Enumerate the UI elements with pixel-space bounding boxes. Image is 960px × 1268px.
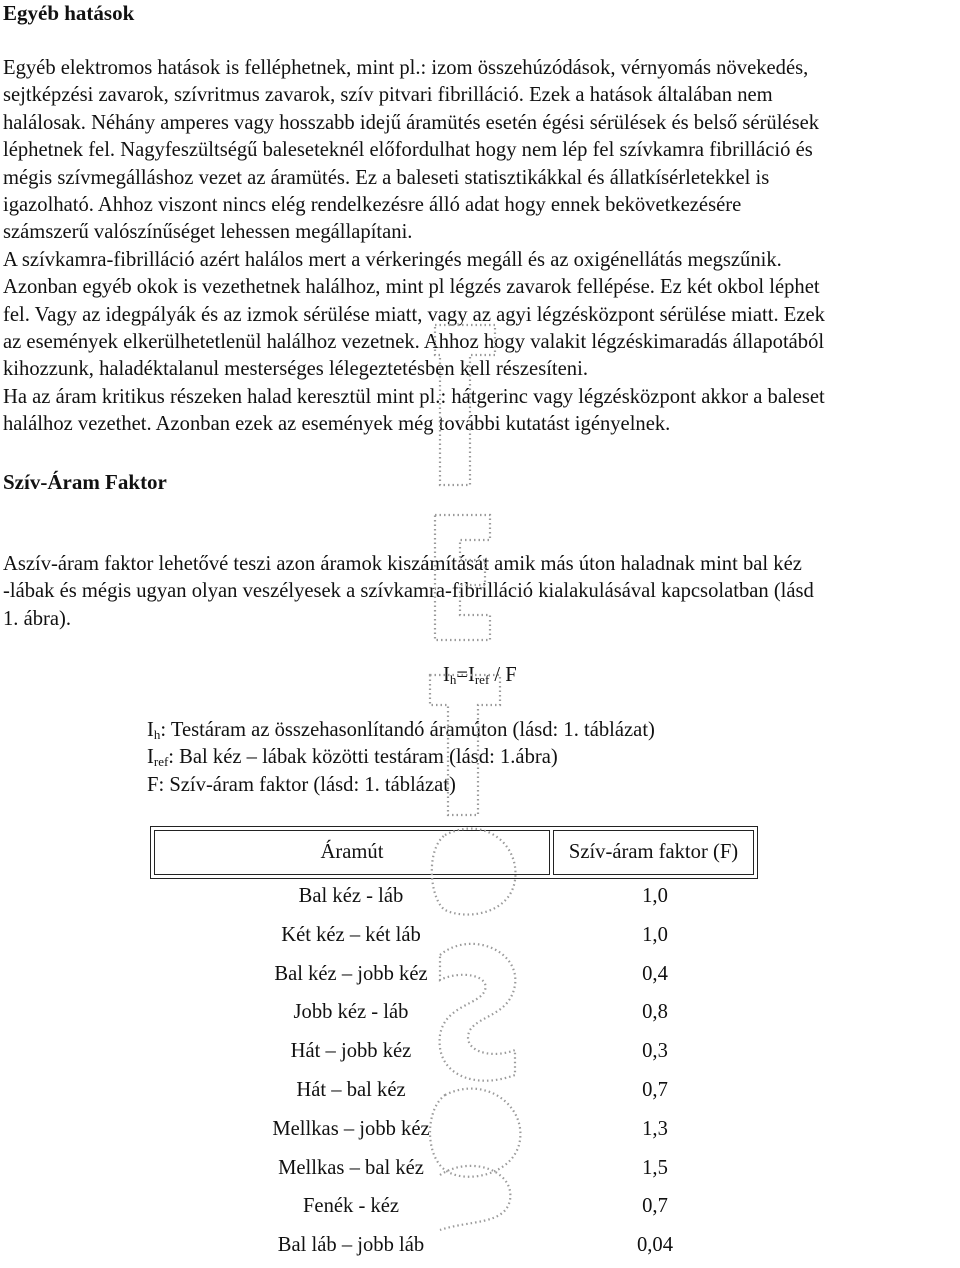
table-cell-factor: 0,7: [642, 1195, 668, 1218]
formula-eq: =I: [456, 664, 475, 686]
table-cell-path: Hát – jobb kéz: [290, 1040, 412, 1063]
formula-lhs-sub: h: [449, 672, 457, 687]
table-row: [150, 1113, 758, 1152]
definition-line: [147, 772, 655, 799]
table-cell-path: Fenék - kéz: [302, 1195, 400, 1218]
table-row: [150, 1190, 758, 1229]
table-row: [150, 1152, 758, 1191]
text-line: Aszív-áram faktor lehetővé teszi azon áramok kiszámítását amik más úton haladnak mint bal kéz: [3, 553, 802, 575]
text-line: halálhoz vezethet. Azonban ezek az események még további kutatást igényelnek.: [3, 413, 671, 436]
factor-table-body: [150, 880, 758, 1268]
table-cell-path: Mellkas – bal kéz: [278, 1156, 424, 1179]
table-cell-factor: 0,8: [642, 1001, 668, 1024]
text-line: számszerű valószínűséget lehessen megállapítani.: [3, 221, 413, 244]
text-line: kihozzunk, haladéktalanul mesterséges lélegeztetésben kell részesíteni.: [3, 358, 588, 381]
definition-subscript: h: [153, 727, 161, 742]
text-line: léphetnek fel. Nagyfeszültségű baleseteknél előfordulhat hogy nem lép fel szívkamra fibrilláció és: [3, 139, 813, 162]
text-line: fel. Vagy az idegpályák és az izmok sérülése miatt, vagy az agyi légzésközpont sérülése miatt. Ezek: [3, 303, 825, 326]
table-cell-path: Jobb kéz - láb: [293, 1001, 409, 1024]
definition-text: : Testáram az összehasonlítandó áramúton (lásd: 1. táblázat): [160, 719, 655, 741]
table-row: [150, 996, 758, 1035]
text-line: halálosak. Néhány amperes vagy hosszabb idejű áramütés esetén égési sérülések és belső sérülések: [3, 111, 820, 134]
table-cell-path: Bal kéz - láb: [298, 885, 404, 907]
table-cell-path: Hát – bal kéz: [296, 1078, 406, 1101]
table-header-faktor: Szív-áram faktor (F): [553, 830, 754, 875]
text-line: Azonban egyéb okok is vezethetnek halálhoz, mint pl légzés zavarok fellépése. Ez két okbol léphet: [3, 276, 820, 299]
section-heading-sziv-aram-faktor: Szív-Áram Faktor: [3, 470, 167, 494]
definition-symbol: I: [147, 719, 154, 741]
table-cell-path: Bal kéz – jobb kéz: [274, 962, 428, 985]
table-cell-factor: 0,3: [642, 1040, 668, 1063]
section-heading-egyeb-hatasok: Egyéb hatások: [3, 1, 135, 25]
text-line: Ha az áram kritikus részeken halad keresztül mint pl.: hátgerinc vagy légzésközpont akkor a baleset: [3, 385, 825, 408]
table-header-aramut: Áramút: [154, 830, 550, 875]
definition-symbol: F: [147, 773, 159, 796]
table-cell-path: Mellkas – jobb kéz: [272, 1117, 430, 1140]
table-row: [150, 1074, 758, 1113]
table-cell-factor: 0,4: [642, 962, 668, 985]
table-cell-factor: 1,0: [642, 923, 668, 946]
text-line: sejtképzési zavarok, szívritmus zavarok, szív pitvari fibrilláció. Ezek a hatások általában nem: [3, 84, 773, 107]
table-cell-path: Bal láb – jobb láb: [277, 1234, 425, 1257]
table-cell-factor: 1,3: [642, 1117, 668, 1140]
formula-rhs-sub: ref: [474, 672, 490, 687]
table-row: [150, 919, 758, 958]
definition-line: [147, 717, 655, 744]
table-cell-factor: 0,7: [642, 1078, 668, 1101]
section1-paragraph: [3, 55, 959, 439]
table-row: [150, 1229, 758, 1268]
formula: [443, 662, 517, 689]
section2-paragraph: [3, 551, 959, 633]
table-cell-path: Két kéz – két láb: [281, 923, 421, 946]
definition-text: : Szív-áram faktor (lásd: 1. táblázat): [158, 773, 456, 796]
text-line: A szívkamra-fibrilláció azért halálos mert a vérkeringés megáll és az oxigénellátás megszűnik.: [3, 248, 782, 271]
definition-text: : Bal kéz – lábak közötti testáram (lásd: 1.ábra): [168, 746, 558, 769]
text-line: az események elkerülhetetlenül halálhoz vezetnek. Ahhoz hogy valakit légzéskimaradás állapotából: [3, 331, 825, 354]
symbol-definitions: [147, 717, 655, 799]
table-row: [150, 1035, 758, 1074]
definition-subscript: ref: [153, 754, 169, 770]
text-line: igazolható. Ahhoz viszont nincs elég rendelkezésre álló adat hogy ennek bekövetkezésére: [3, 194, 742, 217]
text-line: Egyéb elektromos hatások is felléphetnek, mint pl.: izom összehúzódások, vérnyomás növekedés,: [3, 57, 809, 79]
table-cell-factor: 1,0: [642, 885, 668, 907]
text-line: 1. ábra).: [3, 607, 72, 630]
text-line: -lábak és mégis ugyan olyan veszélyesek a szívkamra-fibrilláció kialakulásával kapcsolatban (lásd: [3, 580, 814, 603]
table-cell-factor: 1,5: [642, 1156, 668, 1179]
formula-rest: / F: [489, 664, 517, 686]
text-line: mégis szívmegálláshoz vezet az áramütés. Ez a baleseti statisztikákkal és állatkísérletekkel is: [3, 166, 770, 189]
table-cell-factor: 0,04: [636, 1234, 674, 1257]
table-row: [150, 958, 758, 997]
formula-lhs: I: [443, 664, 450, 686]
table-row: [150, 880, 758, 919]
definition-symbol: I: [147, 746, 154, 769]
definition-line: [147, 744, 655, 771]
